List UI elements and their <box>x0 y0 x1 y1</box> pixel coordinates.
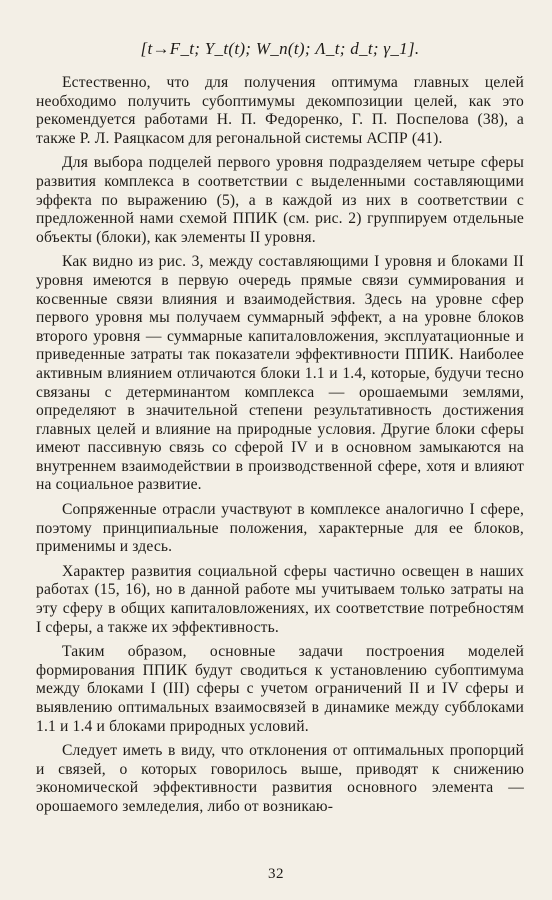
page-number: 32 <box>268 866 284 882</box>
paragraph: Характер развития социальной сферы частично освещен в наших работах (15, 16), но в данной работе мы учитываем только затраты на эту сферу в общих капиталовложениях, их соответствие потребностям I сферы, а также их эффективность. <box>36 562 524 636</box>
paragraph: Сопряженные отрасли участвуют в комплексе аналогично I сфере, поэтому принципиальные положения, характерные для ее блоков, применимы и здесь. <box>36 501 524 556</box>
formula: [t→F_t; Y_t(t); W_n(t); Λ_t; d_t; γ_1]. <box>140 39 420 58</box>
paragraph: Следует иметь в виду, что отклонения от оптимальных пропорций и связей, о которых говорилось выше, приводят к снижению экономической эффективности развития основного элемента — орошаемого земледелия, либо от возникаю- <box>36 742 524 815</box>
paragraph: Естественно, что для получения оптимума главных целей необходимо получить субоптимумы декомпозиции целей, как это рекомендуется работами Н. П. Федоренко, Г. П. Поспелова (38), а также Р. Л. Раяцкасом для регональной системы АСПР (41). <box>36 74 524 147</box>
paragraph: Для выбора подцелей первого уровня подразделяем четыре сферы развития комплекса в соответствии с выделенными составляющими эффекта по выражению (5), а в каждой из них в соответствии с предложенной нами схемой ППИК (см. рис. 2) группируем отдельные объекты (блоки), как элементы II уровня. <box>36 154 524 246</box>
paragraph: Как видно из рис. 3, между составляющими I уровня и блоками II уровня имеются в первую очередь прямые связи суммирования и косвенные связи влияния и взаимодействия. Здесь на уровне сфер первого уровня мы получаем суммарный эффект, а на уровне блоков второго уровня — суммарные капиталовложения, эксплуатационные и приведенные затраты так показатели эффективности ППИК. Наиболее активным влиянием отличаются блоки 1.1 и 1.4, которые, будучи тесно связаны с детерминантом комплекса — орошаемыми землями, определяют в значительной степени результативность достижения главных целей и влияние на природные условия. Другие блоки сферы имеют пассивную связь со сферой IV и в основном замыкаются на внутреннем взаимодействии в производственной сфере, хотя и влияют на социальное развитие. <box>36 253 524 494</box>
paragraph: Таким образом, основные задачи построения моделей формирования ППИК будут сводиться к установлению субоптимума между блоками I (III) сферы с учетом ограничений II и IV сферы и выявлению оптимальных взаимосвязей в динамике между субблоками 1.1 и 1.4 и блоками природных условий. <box>36 643 524 735</box>
